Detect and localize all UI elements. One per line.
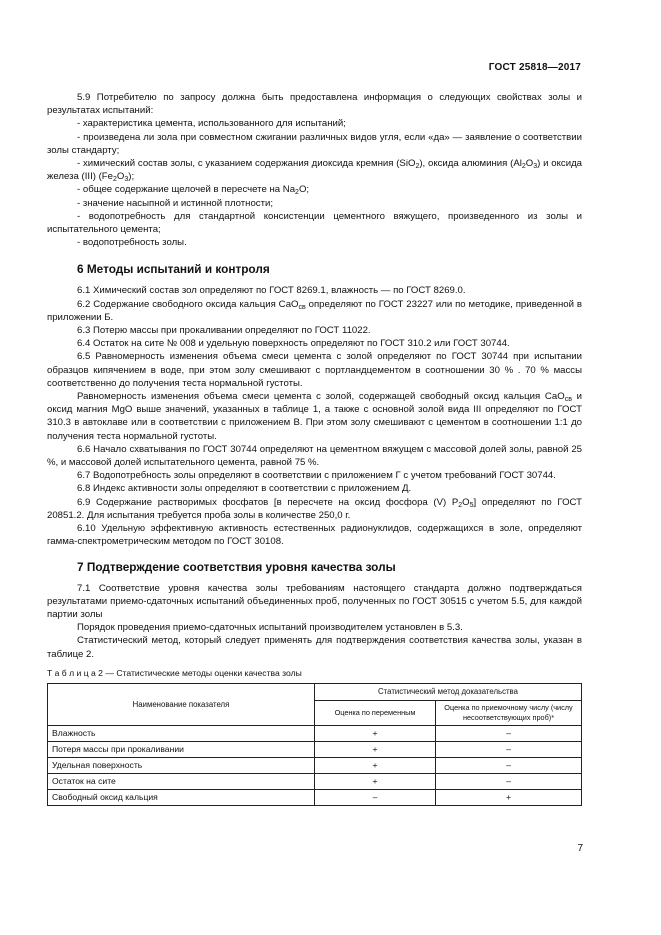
page-number: 7 xyxy=(577,843,583,854)
cell-indicator-name: Удельная поверхность xyxy=(48,757,315,773)
list-item-chemical-composition xyxy=(47,157,582,183)
paragraph-6-4: 6.4 Остаток на сите № 008 и удельную поверхность определяют по ГОСТ 310.2 или ГОСТ 30744. xyxy=(77,338,510,350)
paragraph-6-3: 6.3 Потерю массы при прокаливании определяют по ГОСТ 11022. xyxy=(77,325,371,337)
subscript: 2 xyxy=(521,163,526,171)
paragraph-7-1: 7.1 Соответствие уровня качества золы требованиям настоящего стандарта должно подтверждаться результатами приемо-сдаточных испытаний объединенных проб, полученных по ГОСТ 30515 с учетом 5.5, для каждой партии золы xyxy=(47,582,582,620)
table-caption: Т а б л и ц а 2 — Статистические методы оценки качества золы xyxy=(47,667,302,678)
paragraph-6-6: 6.6 Начало схватывания по ГОСТ 30744 определяют на цементном вяжущем с массовой долей золы, равной 25 %, и массовой долей испытательного цемента, равной 75 %. xyxy=(47,443,582,469)
list-item: - водопотребность для стандартной консистенции цементного вяжущего, произведенного из золы и испытательного цемента; xyxy=(47,210,582,236)
cell-variables: + xyxy=(315,757,436,773)
text-fragment: и оксид магния MgO выше значений, указанных в таблице 1, а также с основной золой вида III определяют по ГОСТ 310.3 в автоклаве или в соответствии с приложением В. При этом золу смешивают с цементом в соотношении 1:1 до получения теста нормальной густоты. xyxy=(47,391,582,442)
paragraph-6-5: 6.5 Равномерность изменения объема смеси цемента с золой определяют по ГОСТ 30744 при испытании образцов кипячением в воде, при этом золу смешивают с портландцементом в соотношении 30 % . 70 % массы соответственно до получения теста нормальной густоты. xyxy=(47,351,582,389)
cell-acceptance: – xyxy=(436,773,582,789)
text-fragment: определяют по ГОСТ 23227 или по методике, приведенной в приложении Б. xyxy=(47,298,582,323)
cell-variables: – xyxy=(315,789,436,805)
table-header-row xyxy=(48,683,582,700)
list-item: - произведена ли зола при совместном сжигании различных видов угля, если «да» — заявление о соответствии золы стандарту; xyxy=(47,131,582,156)
table-row xyxy=(48,789,582,805)
paragraph-6-1: 6.1 Химический состав зол определяют по ГОСТ 8269.1, влажность — по ГОСТ 8269.0. xyxy=(77,285,466,297)
subscript: 2 xyxy=(295,189,299,197)
table-row xyxy=(48,757,582,773)
cell-indicator-name: Остаток на сите xyxy=(48,773,315,789)
cell-acceptance: – xyxy=(436,757,582,773)
text-fragment: - химический состав золы, с указанием содержания диоксида кремния (SiO xyxy=(77,158,416,170)
section-5-9-intro: 5.9 Потребителю по запросу должна быть предоставлена информация о следующих свойствах золы и результатах испытаний: xyxy=(47,92,582,117)
paragraph-6-5-continued xyxy=(47,390,582,443)
subscript: 2 xyxy=(415,163,420,171)
cell-variables: + xyxy=(315,725,436,741)
paragraph-6-2 xyxy=(47,298,582,324)
text-fragment: 6.9 Содержание растворимых фосфатов [в пересчете на оксид фосфора (V) Р xyxy=(77,496,459,508)
table-row xyxy=(48,741,582,757)
subscript: 5 xyxy=(469,501,474,509)
cell-variables: + xyxy=(315,741,436,757)
paragraph-6-8: 6.8 Индекс активности золы определяют в соответствии с приложением Д. xyxy=(77,483,412,495)
cell-variables: + xyxy=(315,773,436,789)
cell-indicator-name: Потеря массы при прокаливании xyxy=(48,741,315,757)
paragraph-6-10: 6.10 Удельную эффективную активность естественных радионуклидов, содержащихся в золе, определяют гамма-спектрометрическим методом по ГОСТ 30108. xyxy=(47,523,582,548)
paragraph-7-statistical: Статистический метод, который следует применять для подтверждения соответствия качества золы, указан в таблице 2. xyxy=(47,635,582,660)
subscript: 2 xyxy=(113,176,117,184)
column-header-variables: Оценка по переменным xyxy=(315,700,436,725)
text-fragment: О xyxy=(462,496,470,508)
standard-header: ГОСТ 25818—2017 xyxy=(488,62,581,73)
table-row xyxy=(48,725,582,741)
list-item: - водопотребность золы. xyxy=(77,237,187,249)
paragraph-6-9 xyxy=(47,496,582,522)
text-fragment: ] определяют по ГОСТ 20851.2. Для испытания требуется проба золы в количестве 250,0 г. xyxy=(47,496,582,521)
text-fragment: O xyxy=(116,171,125,183)
statistical-methods-table xyxy=(47,683,582,806)
page-content xyxy=(47,91,582,806)
text-fragment: - общее содержание щелочей в пересчете на Na xyxy=(77,184,296,196)
text-fragment: 6.2 Содержание свободного оксида кальция СаО xyxy=(77,298,299,310)
paragraph-7-procedure: Порядок проведения приемо-сдаточных испытаний производителем установлен в 5.3. xyxy=(77,622,463,634)
subscript: 3 xyxy=(533,163,538,171)
section-6-heading: 6 Методы испытаний и контроля xyxy=(77,262,270,277)
text-fragment: O; xyxy=(298,184,310,196)
text-fragment: ) и оксида железа (III) (Fe xyxy=(47,158,583,183)
column-header-method: Статистический метод доказательства xyxy=(315,683,582,700)
table-body xyxy=(48,725,582,805)
paragraph-6-7: 6.7 Водопотребность золы определяют в соответствии с приложением Г с учетом требований ГОСТ 30744. xyxy=(77,470,556,482)
subscript: св xyxy=(298,303,306,311)
list-item: - значение насыпной и истинной плотности; xyxy=(77,197,274,209)
cell-indicator-name: Свободный оксид кальция xyxy=(48,789,315,805)
table-row xyxy=(48,773,582,789)
subscript: 2 xyxy=(458,501,463,509)
cell-indicator-name: Влажность xyxy=(48,725,315,741)
cell-acceptance: – xyxy=(436,741,582,757)
list-item-alkali xyxy=(47,183,582,196)
text-fragment: ); xyxy=(128,171,135,183)
subscript: 3 xyxy=(124,176,129,184)
list-item: - характеристика цемента, использованного для испытаний; xyxy=(77,118,346,130)
cell-acceptance: – xyxy=(436,725,582,741)
text-fragment: ), оксида алюминия (Al xyxy=(419,158,522,170)
text-fragment: Равномерность изменения объема смеси цемента с золой, содержащей свободный оксид кальция СаО xyxy=(77,391,565,403)
subscript: св xyxy=(564,396,572,404)
column-header-indicator: Наименование показателя xyxy=(48,683,315,725)
text-fragment: O xyxy=(525,158,534,170)
section-7-heading: 7 Подтверждение соответствия уровня качества золы xyxy=(77,559,396,574)
column-header-acceptance: Оценка по приемочному числу (числу несоответствующих проб)* xyxy=(436,700,582,725)
cell-acceptance: + xyxy=(436,789,582,805)
